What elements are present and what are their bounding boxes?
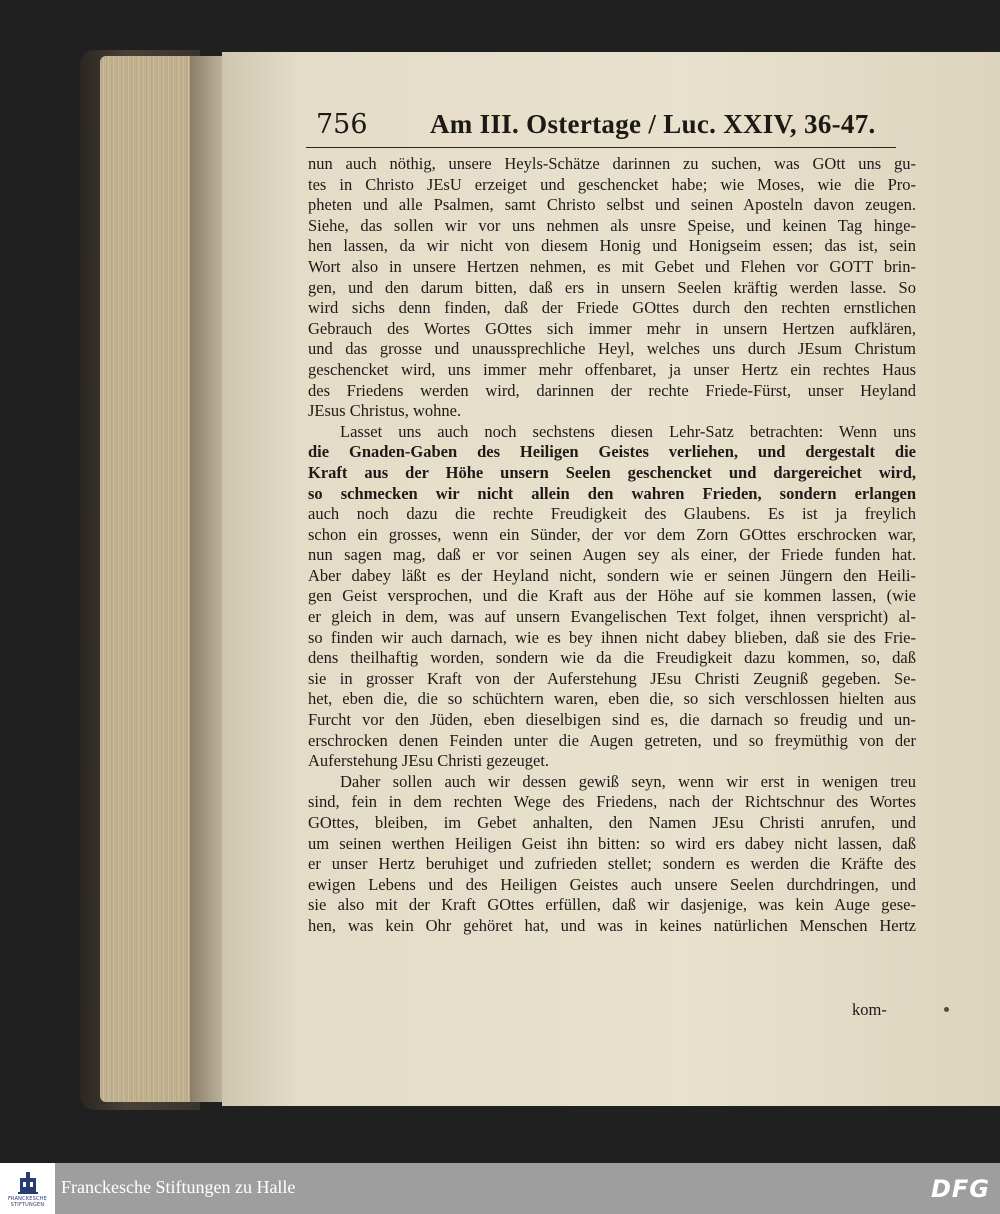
text-line: geschencket wird, uns immer mehr offenbaret, ja unser Hertz ein rechtes Haus [308, 359, 916, 379]
text-line: pheten und alle Psalmen, samt Christo selbst und seinen Aposteln davon zeugen. [308, 195, 916, 215]
text-line: hen, was kein Ohr gehöret hat, und was in keines natürlichen Menschen Hertz [308, 915, 916, 935]
book-page [222, 52, 1000, 1106]
text-line: Lasset uns auch noch sechstens diesen Lehr-Satz betrachten: Wenn uns [340, 421, 916, 441]
text-line: JEsus Christus, wohne. [308, 401, 462, 421]
text-line: Wort also in unsere Hertzen nehmen, es mit Gebet und Flehen vor GOTT brin- [308, 256, 916, 276]
text-line: auch noch dazu die rechte Freudigkeit des Glaubens. Es ist ja freylich [308, 504, 916, 524]
text-line: gen, und den darum bitten, daß ers in unsern Seelen kräftig werden lasse. So [308, 277, 916, 297]
text-line: Aber dabey läßt es der Heyland nicht, sondern wie er seinen Jüngern den Heili- [308, 565, 916, 585]
text-line: die Gnaden-Gaben des Heiligen Geistes verliehen, und dergestalt die [308, 442, 916, 462]
text-line: erschrocken denen Feinden unter die Augen getreten, und so freymüthig von der [308, 730, 916, 750]
page-edges [100, 56, 196, 1102]
text-line: er gleich in dem, was auf unsern Evangelischen Text folget, ihnen verspricht) al- [308, 607, 916, 627]
text-line: het, eben die, die so schüchtern waren, eben die, so sich verschlossen hielten aus [308, 689, 916, 709]
text-line: und das grosse und unaussprechliche Heyl, welches uns durch JEsum Christum [308, 339, 916, 359]
text-line: tes in Christo JEsU erzeiget und geschencket habe; wie Moses, wie die Pro- [308, 174, 916, 194]
text-line: dens theilhaftig worden, sondern wie da die Freudigkeit dazu kommen, so, daß [308, 648, 916, 668]
page-header [306, 107, 896, 148]
text-line: nun auch nöthig, unsere Heyls-Schätze darinnen zu suchen, was GOtt uns gu- [308, 154, 916, 173]
building-icon [15, 1170, 41, 1196]
text-line: so finden wir auch darnach, wie es bey ihnen nicht dabey blieben, daß sie des Frie- [308, 627, 916, 647]
running-head: Am III. Ostertage / Luc. XXIV, 36-47. [430, 109, 876, 139]
text-line: um seinen werthen Heiligen Geist ihn bitten: so wird ers dabey nicht lassen, daß [308, 833, 916, 853]
text-line: sie in grosser Kraft von der Auferstehung JEsu Christi Zeugniß gegeben. Se- [308, 668, 916, 688]
text-line: des Friedens werden wird, darinnen der rechte Friede-Fürst, unser Heyland [308, 380, 916, 400]
page-mark [944, 1007, 949, 1012]
page-number: 756 [316, 109, 368, 140]
text-line: Auferstehung JEsu Christi gezeuget. [308, 751, 550, 771]
text-line: hen lassen, da wir nicht von diesem Honig und Honigseim essen; das ist, sein [308, 236, 916, 256]
text-line: Siehe, das sollen wir vor uns nehmen als unsre Speise, und keinen Tag hinge- [308, 215, 916, 235]
text-line: Gebrauch des Wortes GOttes sich immer mehr in unsern Hertzen aufklären, [308, 318, 916, 338]
text-line: nun sagen mag, daß er vor seinen Augen sey als einer, der Friede funden hat. [308, 545, 916, 565]
text-line: sind, fein in dem rechten Wege des Friedens, nach der Richtschnur des Wortes [308, 792, 916, 812]
institution-name[interactable]: Franckesche Stiftungen zu Halle [61, 1177, 296, 1197]
institution-logo[interactable] [0, 1163, 55, 1214]
text-line: Daher sollen auch wir dessen gewiß seyn, wenn wir erst in wenigen treu [340, 771, 916, 791]
text-line: ewigen Lebens und des Heiligen Geistes auch unsere Seelen durchdringen, und [308, 874, 916, 894]
text-line: so schmecken wir nicht allein den wahren Frieden, sondern erlangen [308, 483, 916, 503]
text-line: er unser Hertz beruhiget und zufrieden stellet; sondern es werden die Kräfte des [308, 854, 916, 874]
text-line: wird sichs denn finden, daß der Friede GOttes durch den rechten ernstlichen [308, 298, 916, 318]
text-line: schon ein grosses, wenn ein Sünder, der vor dem Zorn GOttes erschrocken war, [308, 524, 916, 544]
text-line: GOttes, bleiben, im Gebet anhalten, den Namen JEsu Christi anrufen, und [308, 813, 916, 832]
text-line: sie also mit der Kraft GOttes erfüllen, daß wir dasjenige, was kein Auge gese- [308, 895, 916, 915]
logo-caption: FRANCKESCHE [7, 1195, 48, 1202]
text-line: Furcht vor den Jüden, eben dieselbigen sind es, die darnach so freudig und un- [308, 710, 916, 730]
text-line: gen Geist versprochen, und die Kraft aus der Höhe auf sie kommen lassen, (wie [308, 586, 916, 606]
viewer-footer [0, 1163, 1000, 1214]
body-text [308, 154, 916, 937]
text-line: Kraft aus der Höhe unsern Seelen geschencket und dargereichet wird, [308, 462, 916, 482]
catchword: kom- [852, 1000, 887, 1019]
logo-caption: STIFTUNGEN [10, 1201, 45, 1208]
dfg-logo[interactable]: DFG [930, 1175, 990, 1203]
